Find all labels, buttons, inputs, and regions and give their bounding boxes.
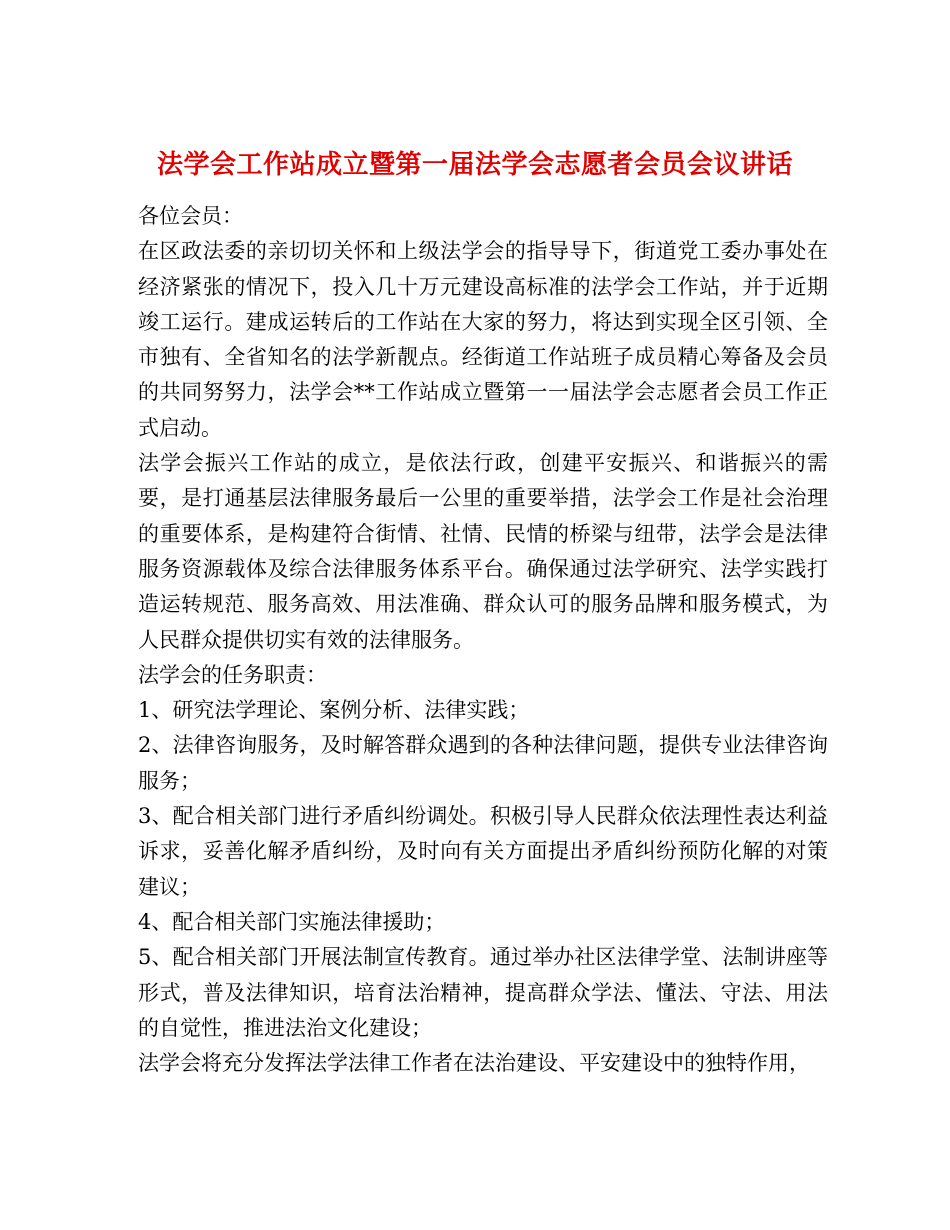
list-item-duty-1: 1、研究法学理论、案例分析、法律实践； <box>138 698 530 723</box>
paragraph-duties-heading: 法学会的任务职责： <box>138 662 327 687</box>
document-title: 法学会工作站成立暨第一届法学会志愿者会员会议讲话 <box>156 150 793 181</box>
paragraph-salutation: 各位会员： <box>138 204 243 228</box>
list-item-duty-5: 5、配合相关部门开展法制宣传教育。通过举办社区法律学堂、法制讲座等形式，普及法律知识，培育法治精神，提高群众学法、懂法、守法、用法的自觉性，推进法治文化建设； <box>138 945 828 1040</box>
list-item-duty-2: 2、法律咨询服务，及时解答群众遇到的各种法律问题，提供专业法律咨询服务； <box>138 733 828 793</box>
list-item-duty-3: 3、配合相关部门进行矛盾纠纷调处。积极引导人民群众依法理性表达利益诉求，妥善化解矛盾纠纷，及时向有关方面提出矛盾纠纷预防化解的对策建议； <box>138 804 828 899</box>
document-body <box>138 199 828 1081</box>
list-item-duty-4: 4、配合相关部门实施法律援助； <box>138 909 446 934</box>
paragraph-significance: 法学会振兴工作站的成立，是依法行政，创建平安振兴、和谐振兴的需要，是打通基层法律服务最后一公里的重要举措，法学会工作是社会治理的重要体系，是构建符合街情、社情、民情的桥梁与纽带，法学会是法律服务资源载体及综合法律服务体系平台。确保通过法学研究、法学实践打造运转规范、服务高效、用法准确、群众认可的服务品牌和服务模式，为人民群众提供切实有效的法律服务。 <box>138 451 828 652</box>
paragraph-intro: 在区政法委的亲切切关怀和上级法学会的指导导下，街道党工委办事处在经济紧张的情况下，投入几十万元建设高标准的法学会工作站，并于近期竣工运行。建成运转后的工作站在大家的努力，将达到实现全区引领、全市独有、全省知名的法学新靓点。经街道工作站班子成员精心筹备及会员的共同努努力，法学会**工作站成立暨第一一届法学会志愿者会员工作正式启动。 <box>138 239 828 440</box>
paragraph-closing: 法学会将充分发挥法学法律工作者在法治建设、平安建设中的独特作用， <box>138 1051 810 1076</box>
